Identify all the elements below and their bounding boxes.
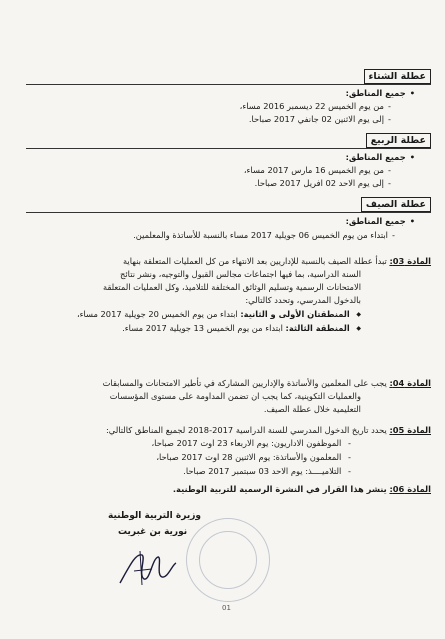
- article-5-row3: [183, 466, 351, 477]
- article-3-zone3: [122, 323, 361, 334]
- article-4-line1: يجب على المعلمين والأساتذة والإداريين المشاركة في تأطير الامتحانات والمسابقات: [102, 378, 387, 388]
- article-5-row1: [152, 438, 352, 449]
- article-3-line1: تبدأ عطلة الصيف بالنسبة للإداريين بعد الانتهاء من كل العمليات المتعلقة بنهاية: [122, 256, 387, 266]
- article-5-label: المادة 05:: [389, 425, 431, 435]
- row1-text: يوم الاربعاء 23 اوت 2017 صباحا،: [151, 438, 269, 448]
- article-6-line: [173, 484, 431, 495]
- winter-all-regions: • جميع المناطق:: [346, 88, 415, 99]
- article-3-line4: بالدخول المدرسي، وتحدد كالتالي:: [245, 295, 361, 305]
- article-4-first-line: [103, 378, 431, 389]
- article-4-label: المادة 04:: [389, 378, 431, 388]
- official-stamp: [186, 518, 270, 602]
- spring-to: - إلى يوم الاحد 02 افريل 2017 صباحا.: [255, 178, 391, 189]
- article-4-line3: التعليمية خلال عطلة الصيف.: [263, 404, 361, 414]
- zone3-label: المنطقة الثالثة:: [285, 323, 350, 333]
- winter-from: - من يوم الخميس 22 ديسمبر 2016 مساء،: [240, 101, 391, 112]
- article-3-zone12: [77, 309, 361, 320]
- winter-rule: [26, 84, 431, 85]
- spring-rule: [26, 148, 431, 149]
- article-5-row2: [156, 452, 351, 463]
- article-5-intro: يحدد تاريخ الدخول المدرسي للسنة الدراسية 2017-2018 لجميع المناطق كالتالي:: [105, 425, 387, 435]
- article-5-first-line: [106, 425, 431, 436]
- row2-text: يوم الاثنين 28 اوت 2017 صباحا،: [156, 452, 271, 462]
- summer-block: [25, 216, 425, 246]
- spring-all-regions: • جميع المناطق:: [346, 152, 415, 163]
- article-4-line2: والعمليات التكوينية، كما يجب ان تضمن المداومة على مستوى المؤسسات: [109, 391, 361, 401]
- signature-name: نورية بن غبريت: [118, 527, 188, 537]
- handwritten-signature: [112, 545, 182, 590]
- zone12-label: المنطقتان الأولى و الثانية:: [240, 309, 350, 319]
- row3-text: يوم الاحد 03 سبتمبر 2017 صباحا.: [183, 466, 303, 476]
- article-3-line3: الامتحانات الرسمية وتسليم الوثائق المختلفة للتلاميذ، وكل العمليات المتعلقة: [103, 282, 361, 292]
- spring-block: [25, 152, 425, 194]
- article-3-first-line: [123, 256, 431, 267]
- article-5: [15, 425, 431, 481]
- zone12-text: ابتداء من يوم الخميس 20 جويلية 2017 مساء،: [76, 309, 238, 319]
- article-6: [15, 484, 431, 498]
- article-4: [15, 378, 431, 420]
- article-3-line2: السنة الدراسية، بما فيها اجتماعات مجالس القبول والتوجيه، ونشر نتائج: [120, 269, 361, 279]
- summer-heading: عطلة الصيف: [361, 197, 431, 212]
- page-number: 01: [222, 604, 231, 612]
- winter-block: [25, 88, 425, 130]
- spring-heading: عطلة الربيع: [366, 133, 431, 148]
- zone3-text: ابتداء من يوم الخميس 13 جويلية 2017 مساء.: [122, 323, 283, 333]
- summer-rule: [26, 212, 431, 213]
- row3-label: التلاميــــذ:: [305, 466, 342, 476]
- article-6-label: المادة 06:: [389, 484, 431, 494]
- row2-label: المعلمون والأساتذة:: [272, 452, 342, 462]
- signature-ministry: وزيرة التربية الوطنية: [108, 511, 201, 521]
- summer-from: - ابتداء من يوم الخميس 06 جويلية 2017 مساء بالنسبة للأساتذة والمعلمين.: [133, 230, 395, 241]
- summer-all-regions: • جميع المناطق:: [346, 216, 415, 227]
- row1-label: الموظفون الاداريون:: [271, 438, 342, 448]
- article-3-label: المادة 03:: [389, 256, 431, 266]
- stamp-inner-ring: [199, 531, 257, 589]
- spring-from: - من يوم الخميس 16 مارس 2017 مساء،: [244, 165, 391, 176]
- winter-heading: عطلة الشتاء: [364, 69, 431, 84]
- winter-to: - إلى يوم الاثنين 02 جانفي 2017 صباحا.: [249, 114, 391, 125]
- article-6-text: ينشر هذا القرار في النشرة الرسمية للتربية الوطنية.: [172, 484, 387, 494]
- article-3: [15, 256, 431, 362]
